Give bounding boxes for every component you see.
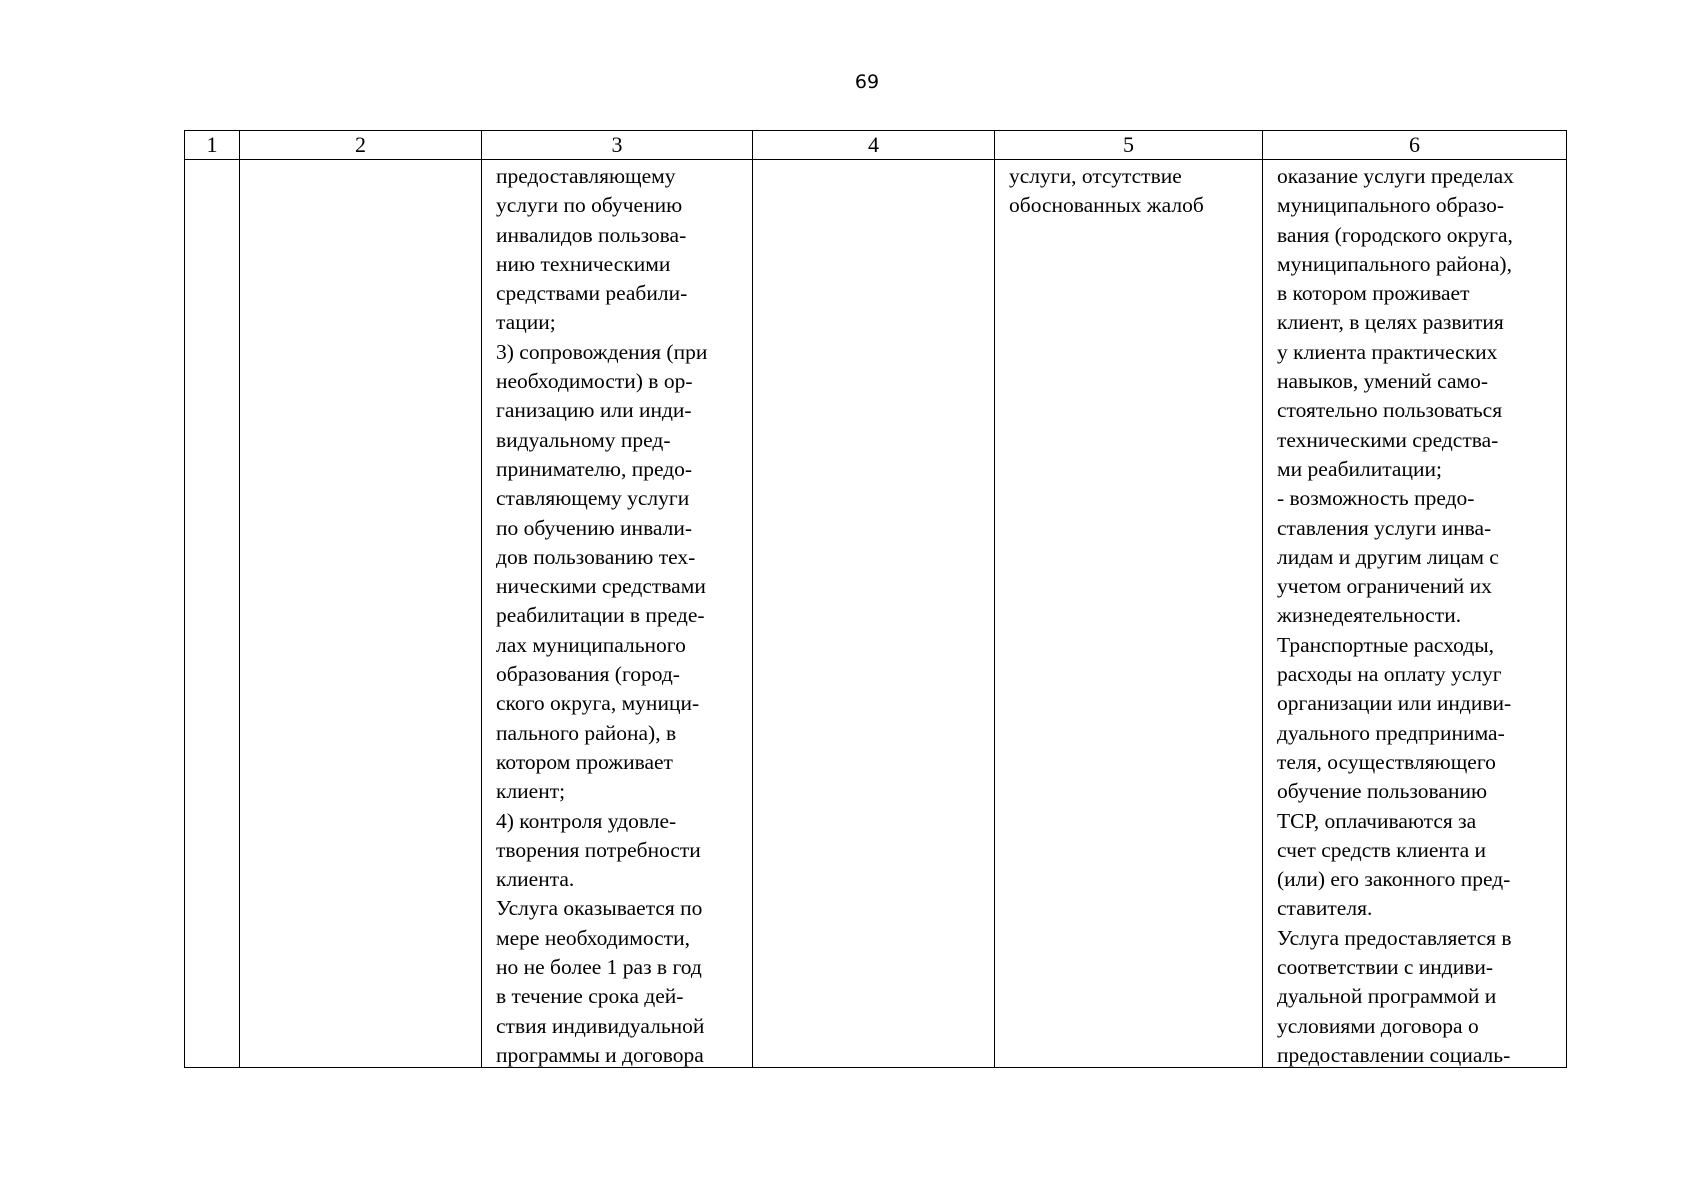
cell-col-1-text: [185, 160, 239, 1067]
cell-col-2-text: [240, 160, 481, 1067]
cell-col-1: [185, 160, 240, 1068]
column-header-5: 5: [995, 131, 1263, 160]
cell-col-3: [482, 160, 753, 1068]
column-header-4: 4: [753, 131, 995, 160]
cell-col-4-text: [753, 160, 994, 1067]
cell-col-6-text: оказание услуги пределах муниципального образо- вания (городского округа, муниципального района), в котором проживает клиент, в целях развития у клиента практических навыков, умений само- стоятельно пользоваться техническими средства- ми реабилитации; - возможность предо- ставления услуги инва- лидам и другим лицам с учетом ограничений их жизнедеятельности. Транспортные расходы, расходы на оплату услуг организации или индиви- дуального предпринима- теля, осуществляющего обучение пользованию ТСР, оплачиваются за счет средств клиента и (или) его законного пред- ставителя. Услуга предоставляется в соответствии с индиви- дуальной программой и условиями договора о предоставлении социаль-: [1277, 164, 1514, 1067]
cell-col-3-text: предоставляющему услуги по обучению инвалидов пользова- нию техническими средствами реабили- тации; 3) сопровождения (при необходимости) в ор- ганизацию или инди- видуальному пред- принимателю, предо- ставляющему услуги по обучению инвали- дов пользованию тех- ническими средствами реабилитации в преде- лах муниципального образования (город- ского округа, муници- пального района), в котором проживает клиент; 4) контроля удовле- творения потребности клиента. Услуга оказывается по мере необходимости, но не более 1 раз в год в течение срока дей- ствия индивидуальной программы и договора: [496, 164, 708, 1067]
column-header-1: 1: [185, 131, 240, 160]
page-number: 69: [854, 71, 880, 93]
column-header-3: 3: [482, 131, 753, 160]
column-header-6: 6: [1263, 131, 1567, 160]
cell-col-4: [753, 160, 995, 1068]
cell-col-2: [240, 160, 482, 1068]
cell-col-5-text: услуги, отсутствие обоснованных жалоб: [1009, 164, 1204, 218]
cell-col-5: [995, 160, 1263, 1068]
services-table: [184, 130, 1567, 1068]
column-header-2: 2: [240, 131, 482, 160]
table-row: [185, 160, 1567, 1068]
cell-col-6: [1263, 160, 1567, 1068]
table-header-row: [185, 131, 1567, 160]
